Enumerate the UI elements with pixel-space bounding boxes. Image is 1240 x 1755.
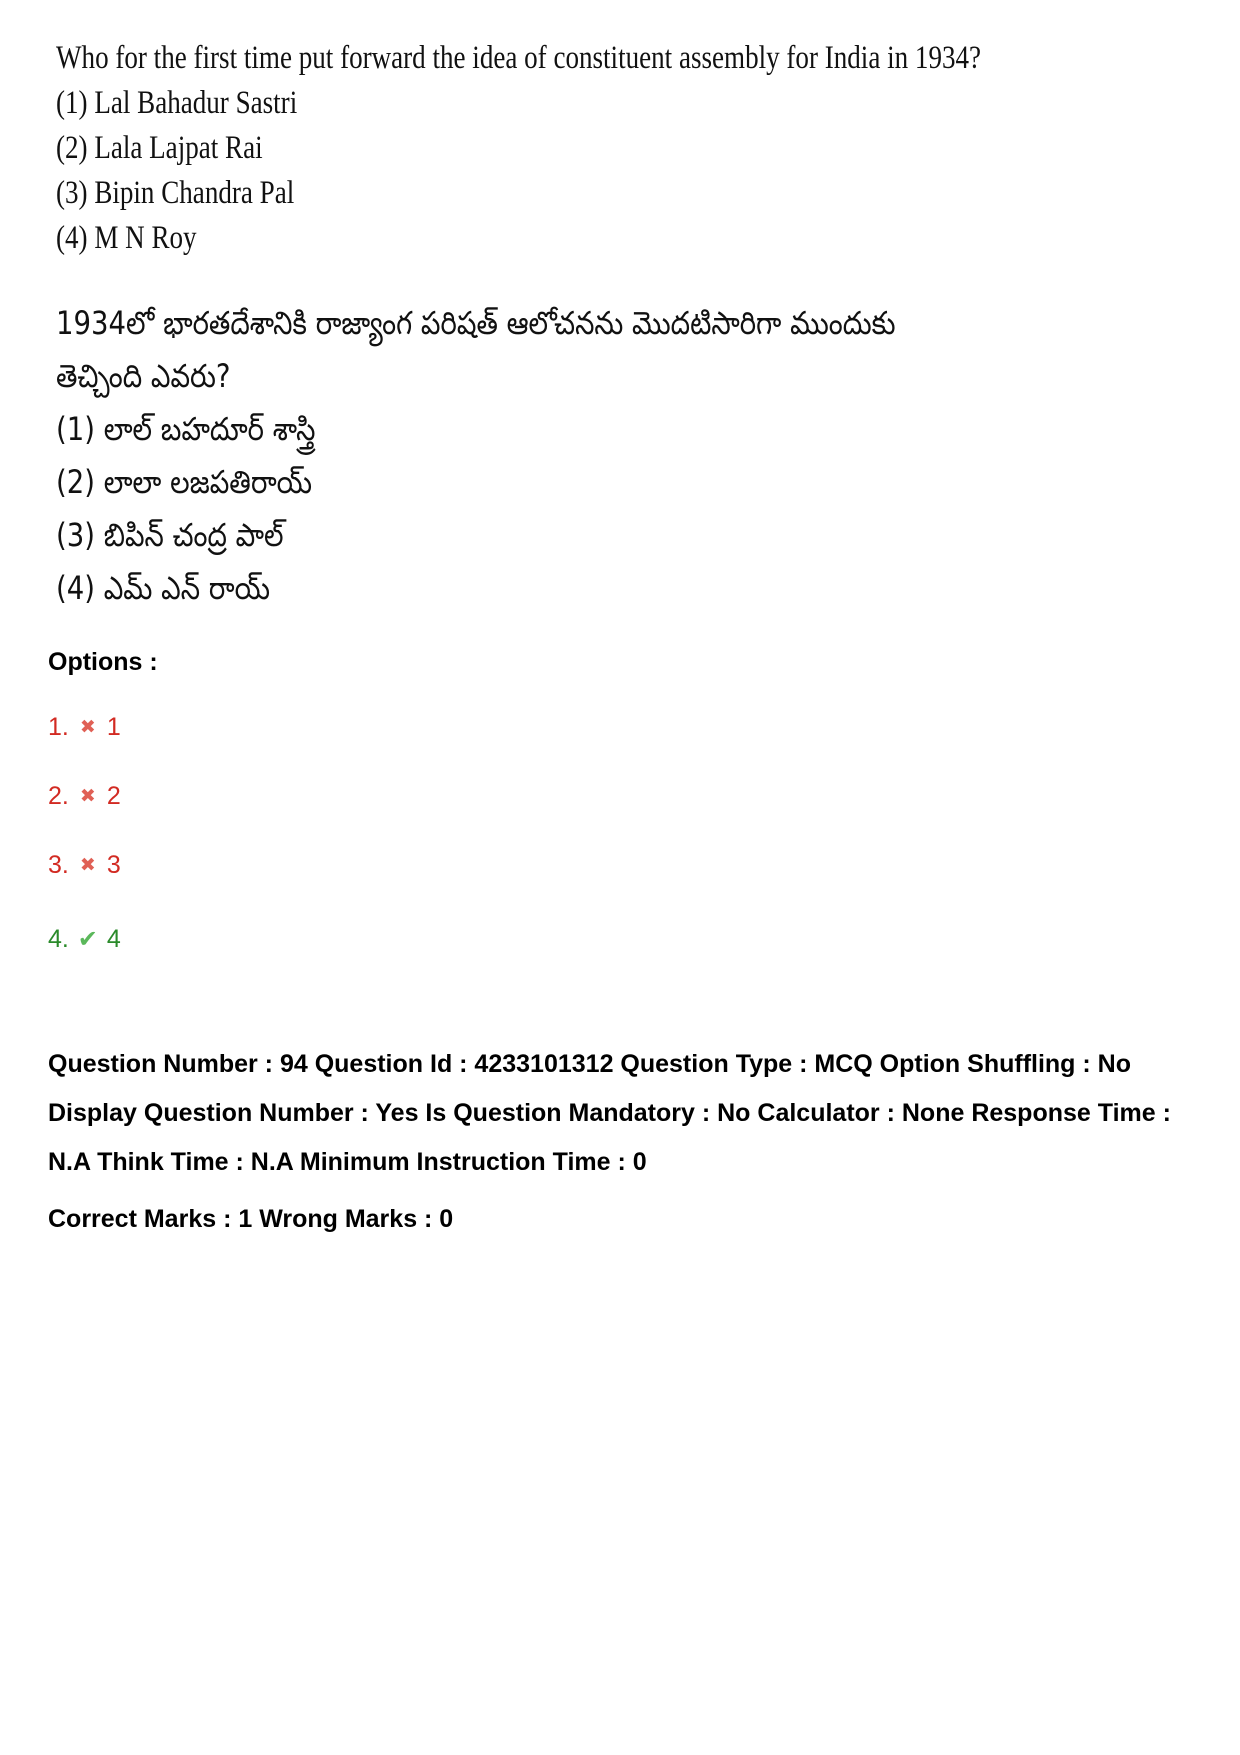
option-value: 3 [106, 851, 121, 879]
cross-icon: ✖ [79, 717, 96, 738]
option-4 [48, 925, 121, 954]
marks-info [48, 1195, 1208, 1244]
option-value: 2 [106, 782, 121, 810]
option-value: 1 [106, 713, 121, 741]
english-choice-4: (4) M N Roy [56, 220, 197, 256]
option-3 [48, 851, 121, 880]
option-number: 1. [48, 713, 69, 741]
telugu-choice-1: (1) లాల్ బహదూర్ శాస్త్రి [56, 410, 316, 448]
telugu-choice-3: (3) బిపిన్ చంద్ర పాల్ [56, 516, 284, 554]
marks-text: Correct Marks : 1 Wrong Marks : 0 [48, 1205, 454, 1233]
check-icon: ✔ [77, 926, 98, 953]
english-choice-3: (3) Bipin Chandra Pal [56, 175, 295, 211]
question-spacer [56, 261, 956, 297]
question-meta-details: Question Number : 94 Question Id : 4233101312 Question Type : MCQ Option Shuffling : No Display Question Number : Yes Is Question Mandatory : No Calculator : None Response Time : N.A Think Time : N.A Minimum Instruction Time : 0 [48, 1050, 1171, 1176]
english-choice-2: (2) Lala Lajpat Rai [56, 130, 263, 166]
option-number: 2. [48, 782, 69, 810]
options-heading: Options : [48, 648, 158, 676]
option-number: 4. [48, 925, 69, 953]
question-image [56, 36, 982, 615]
telugu-choice-2: (2) లాలా లజపతిరాయ్ [56, 463, 313, 501]
telugu-choice-4: (4) ఎమ్ ఎన్ రాయ్ [56, 569, 270, 607]
question-text-telugu-line2: తెచ్చింది ఎవరు? [56, 357, 231, 395]
cross-icon: ✖ [79, 855, 96, 876]
option-value: 4 [106, 925, 121, 953]
cross-icon: ✖ [79, 786, 96, 807]
question-text-english: Who for the first time put forward the idea of constituent assembly for India in 1934? [56, 40, 982, 76]
option-number: 3. [48, 851, 69, 879]
english-choice-1: (1) Lal Bahadur Sastri [56, 85, 298, 121]
question-meta [48, 1040, 1208, 1187]
option-2 [48, 782, 121, 811]
option-1 [48, 713, 121, 742]
question-text-telugu-line1: 1934లో భారతదేశానికి రాజ్యాంగ పరిషత్ ఆలోచనను మొదటిసారిగా ముందుకు [56, 304, 896, 342]
